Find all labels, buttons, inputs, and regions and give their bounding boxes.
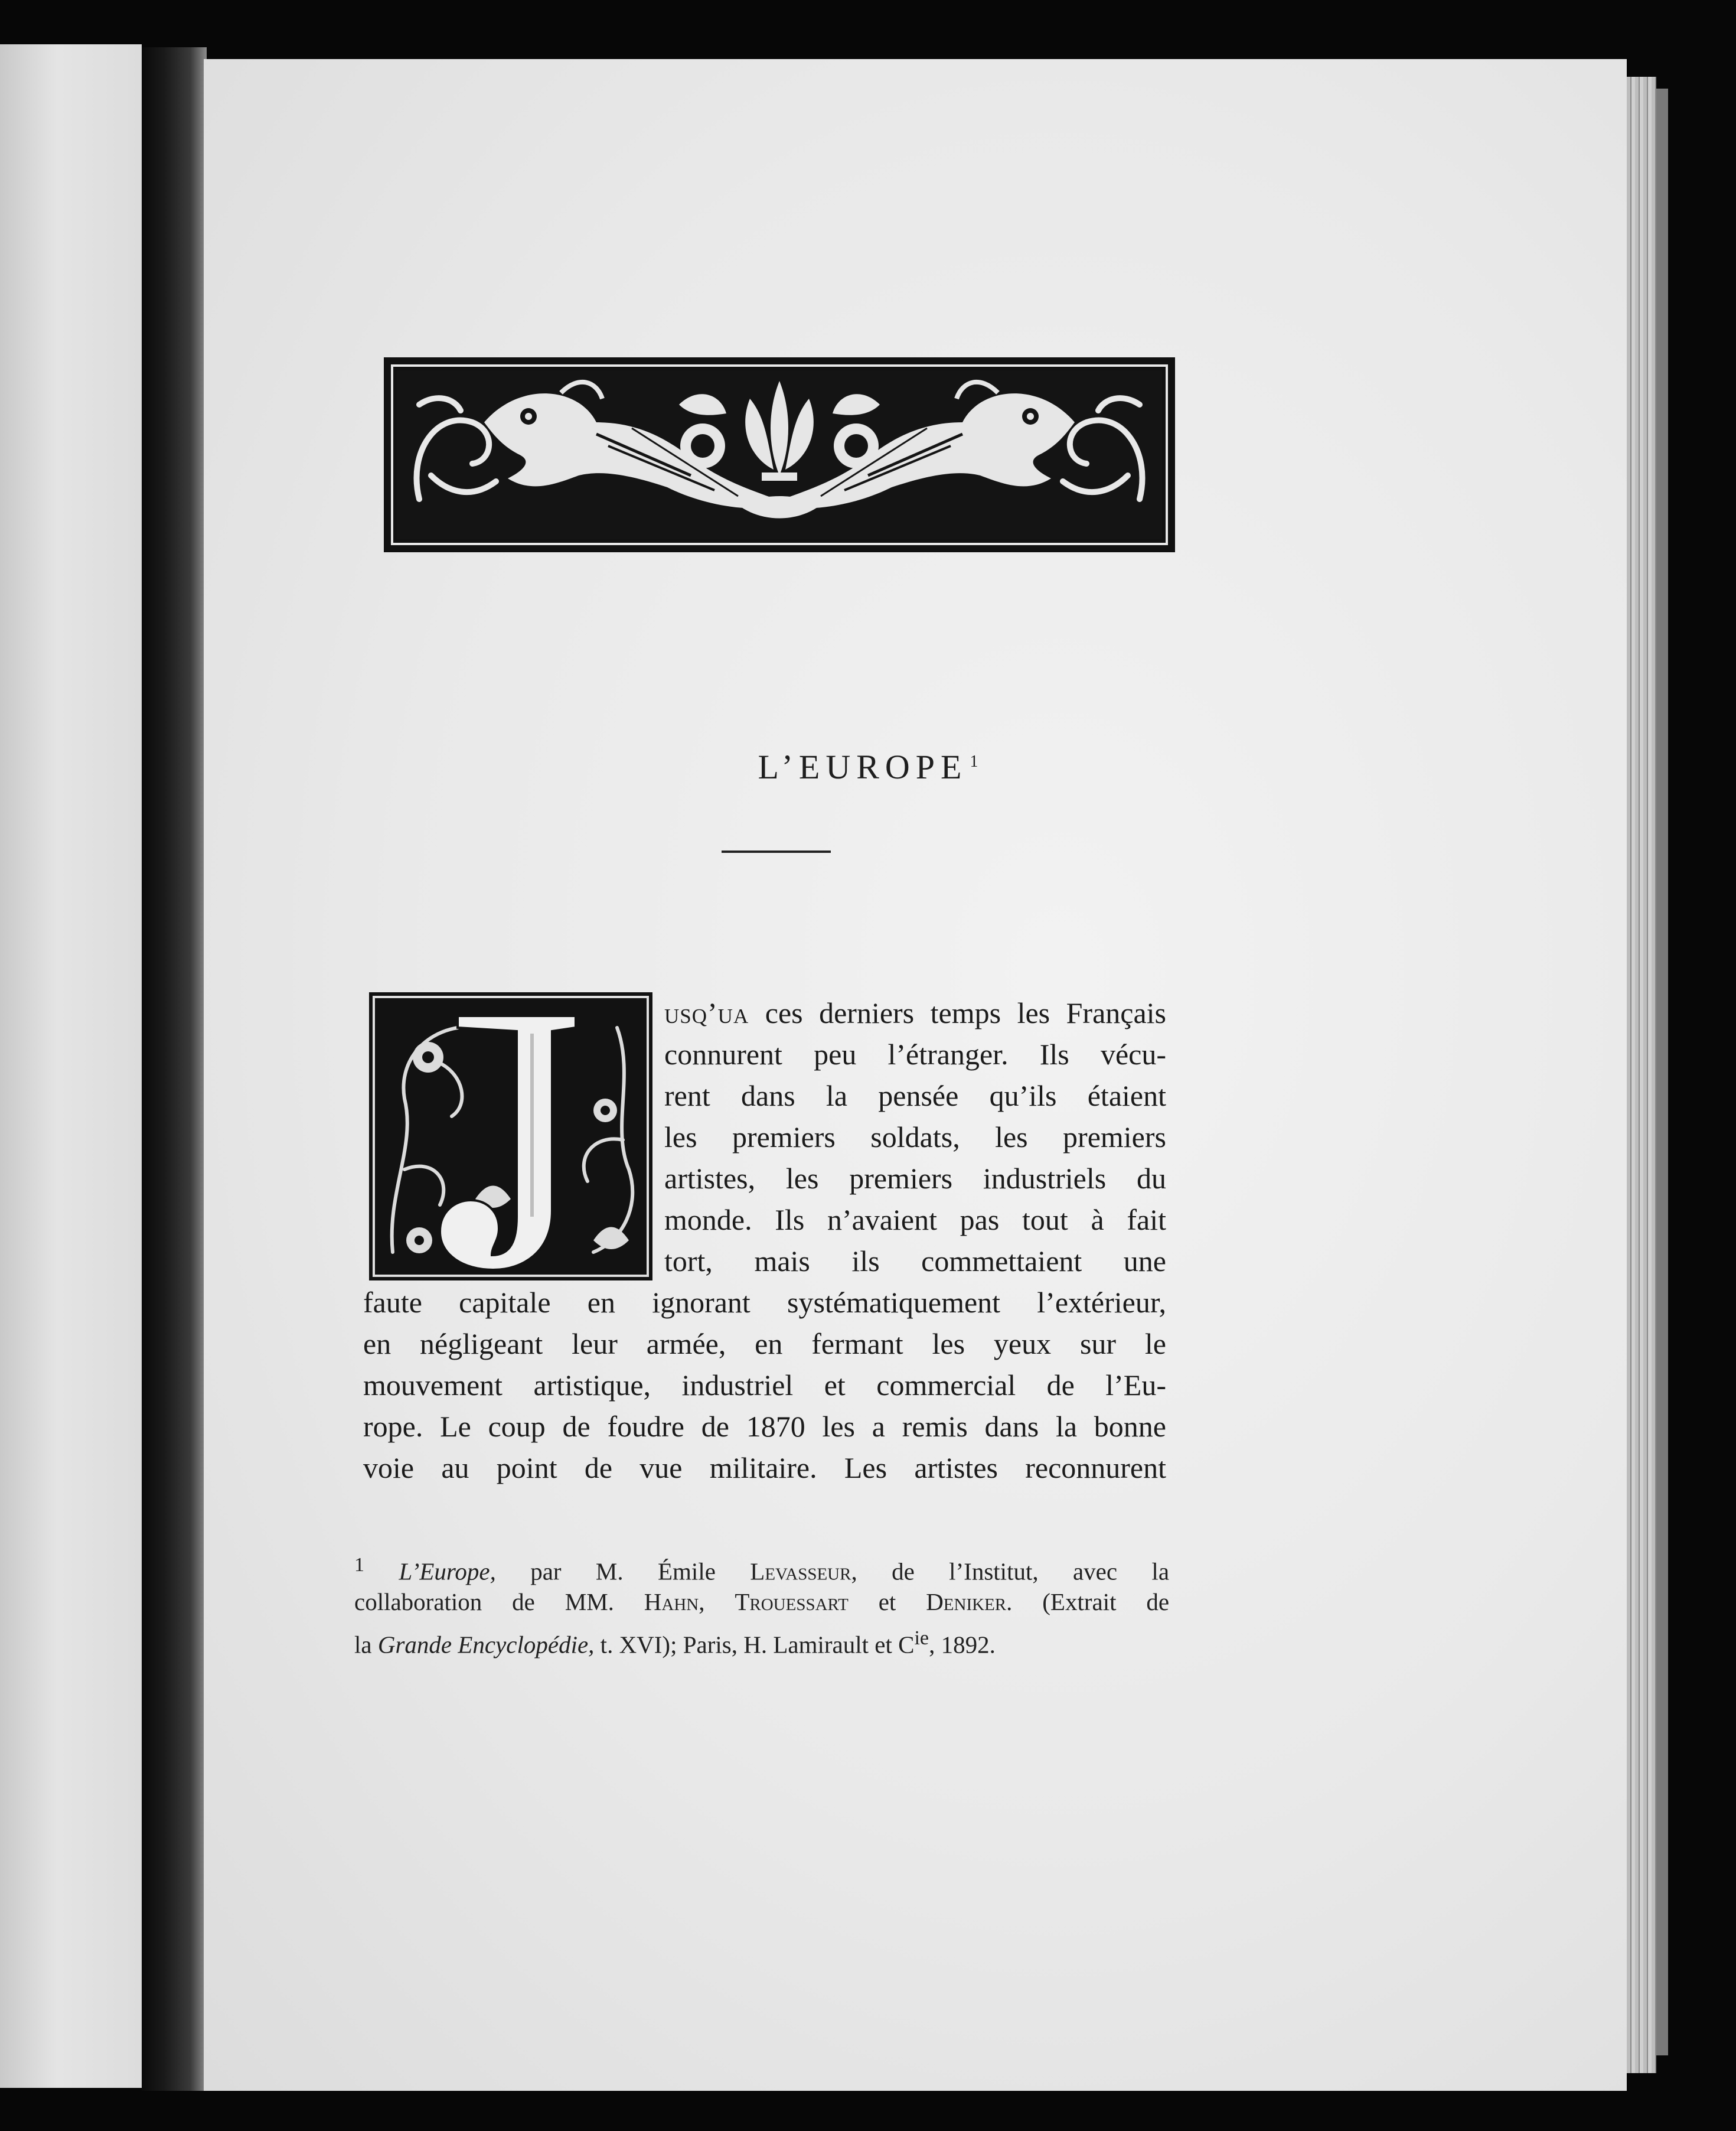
footnote-collaborator: Trouessart xyxy=(735,1588,849,1615)
opening-smallcaps: usq’ua xyxy=(664,996,749,1029)
footnote-text: t. XVI); Paris, H. Lamirault et C xyxy=(600,1631,915,1658)
chapter-title-text: L’EUROPE xyxy=(758,748,968,786)
footnote-line-3 xyxy=(354,1621,1169,1656)
body-line-5: artistes, les premiers industriels du xyxy=(664,1162,1166,1195)
footnote-line-1 xyxy=(354,1547,1169,1583)
body-line-2: connurent peu l’étranger. Ils vécu- xyxy=(664,1038,1166,1071)
body-line-8: faute capitale en ignorant systématiquement l’extérieur, xyxy=(363,1286,1166,1319)
dropcap-ornament xyxy=(369,992,652,1280)
body-line-6: monde. Ils n’avaient pas tout à fait xyxy=(664,1203,1166,1236)
footnote-text: collaboration de MM. xyxy=(354,1588,614,1615)
footnote-text: de l’Institut, avec la xyxy=(892,1557,1170,1585)
footnote-collaborator: Hahn, xyxy=(644,1588,705,1615)
footnote-superscript: ie xyxy=(914,1627,929,1649)
body-line-4: les premiers soldats, les premiers xyxy=(664,1120,1166,1154)
chapter-title xyxy=(0,747,1736,787)
body-line-12: voie au point de vue militaire. Les artistes reconnurent xyxy=(363,1451,1166,1484)
footnote-text: (Extrait de xyxy=(1042,1588,1170,1615)
book-cover-edge xyxy=(1656,89,1668,2055)
footnote-line-2 xyxy=(354,1584,1169,1620)
footnote-author: Levasseur, xyxy=(750,1557,857,1585)
book-gutter xyxy=(142,47,207,2091)
footnote-collaborator: Deniker. xyxy=(926,1588,1013,1615)
footnote-mark: 1 xyxy=(354,1554,365,1576)
footnote-source-title: Grande Encyclopédie, xyxy=(377,1631,595,1658)
body-line-1 xyxy=(664,992,1166,1034)
footnote-work-title: L’Europe, xyxy=(399,1557,496,1585)
body-line-10: mouvement artistique, industriel et commercial de l’Eu- xyxy=(363,1368,1166,1402)
line1-rest: ces derniers temps les Français xyxy=(765,996,1167,1029)
body-line-7: tort, mais ils commettaient une xyxy=(664,1244,1166,1278)
title-footnote-mark: 1 xyxy=(970,752,978,771)
page-stack-edges xyxy=(1627,77,1656,2073)
body-line-9: en négligeant leur armée, en fermant les yeux sur le xyxy=(363,1327,1166,1360)
facing-page-edge xyxy=(0,44,142,2088)
footnote-text: et xyxy=(878,1588,896,1615)
dolphin-header-ornament xyxy=(384,357,1175,552)
body-line-11: rope. Le coup de foudre de 1870 les a remis dans la bonne xyxy=(363,1410,1166,1443)
footnote-text: la xyxy=(354,1631,372,1658)
title-rule xyxy=(722,851,831,853)
body-line-3: rent dans la pensée qu’ils étaient xyxy=(664,1079,1166,1112)
footnote-text: par M. Émile xyxy=(530,1557,716,1585)
footnote-text: , 1892. xyxy=(929,1631,996,1658)
